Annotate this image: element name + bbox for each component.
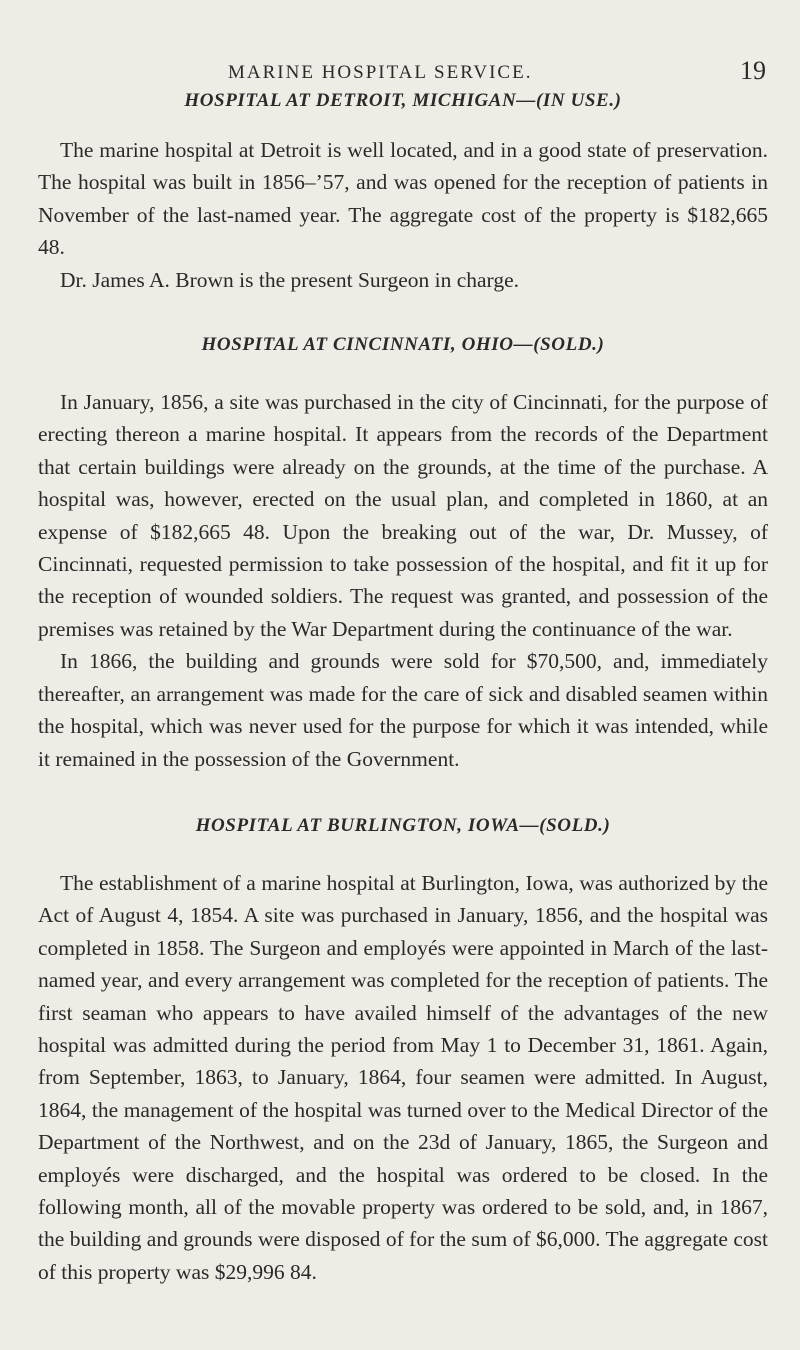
page-number: 19 — [740, 56, 766, 85]
running-title: MARINE HOSPITAL SERVICE. — [228, 62, 533, 83]
paragraph: In January, 1856, a site was purchased in the city of Cincinnati, for the purpose of erecting thereon a marine hospital. It appears from the records of the Department that certain buildings were already on the grounds, at the time of the purchase. A hospital was, however, erected on the usual plan, and completed in 1860, at an expense of $182,665 48. Upon the breaking out of the war, Dr. Mussey, of Cincinnati, requested permission to take possession of the hospital, and fit it up for the reception of wounded soldiers. The request was granted, and possession of the premises was retained by the War Department during the continuance of the war. — [38, 390, 768, 641]
section-cincinnati — [38, 334, 768, 775]
paragraph: In 1866, the building and grounds were sold for $70,500, and, immediately thereafter, an arrangement was made for the care of sick and disabled seamen within the hospital, which was never used for the purpose for which it was intended, while it remained in the possession of the Government. — [38, 649, 768, 771]
running-head — [38, 50, 768, 90]
paragraph: The establishment of a marine hospital at Burlington, Iowa, was authorized by the Act of August 4, 1854. A site was purchased in January, 1856, and the hospital was completed in 1858. The Surgeon and employés were appointed in March of the last-named year, and every arrangement was completed for the reception of patients. The first seaman who appears to have availed himself of the advantages of the new hospital was admitted during the period from May 1 to December 31, 1861. Again, from September, 1863, to January, 1864, four seamen were admitted. In August, 1864, the management of the hospital was turned over to the Medical Director of the Department of the Northwest, and on the 23d of January, 1865, the Surgeon and employés were discharged, and the hospital was ordered to be closed. In the following month, all of the movable property was ordered to be sold, and, in 1867, the building and grounds were disposed of for the sum of $6,000. The aggregate cost of this property was $29,996 84. — [38, 870, 768, 1284]
paragraph: Dr. James A. Brown is the present Surgeon in charge. — [60, 267, 519, 292]
section-detroit — [38, 90, 768, 296]
paragraph: The marine hospital at Detroit is well located, and in a good state of preservation. The hospital was built in 1856–’57, and was opened for the reception of patients in November of the last-named year. The aggregate cost of the property is $182,665 48. — [38, 138, 768, 260]
section-burlington — [38, 815, 768, 1288]
section-heading: HOSPITAL AT BURLINGTON, IOWA—(SOLD.) — [195, 814, 611, 836]
section-heading: HOSPITAL AT DETROIT, MICHIGAN—(IN USE.) — [184, 90, 622, 111]
section-heading: HOSPITAL AT CINCINNATI, OHIO—(SOLD.) — [201, 334, 605, 356]
